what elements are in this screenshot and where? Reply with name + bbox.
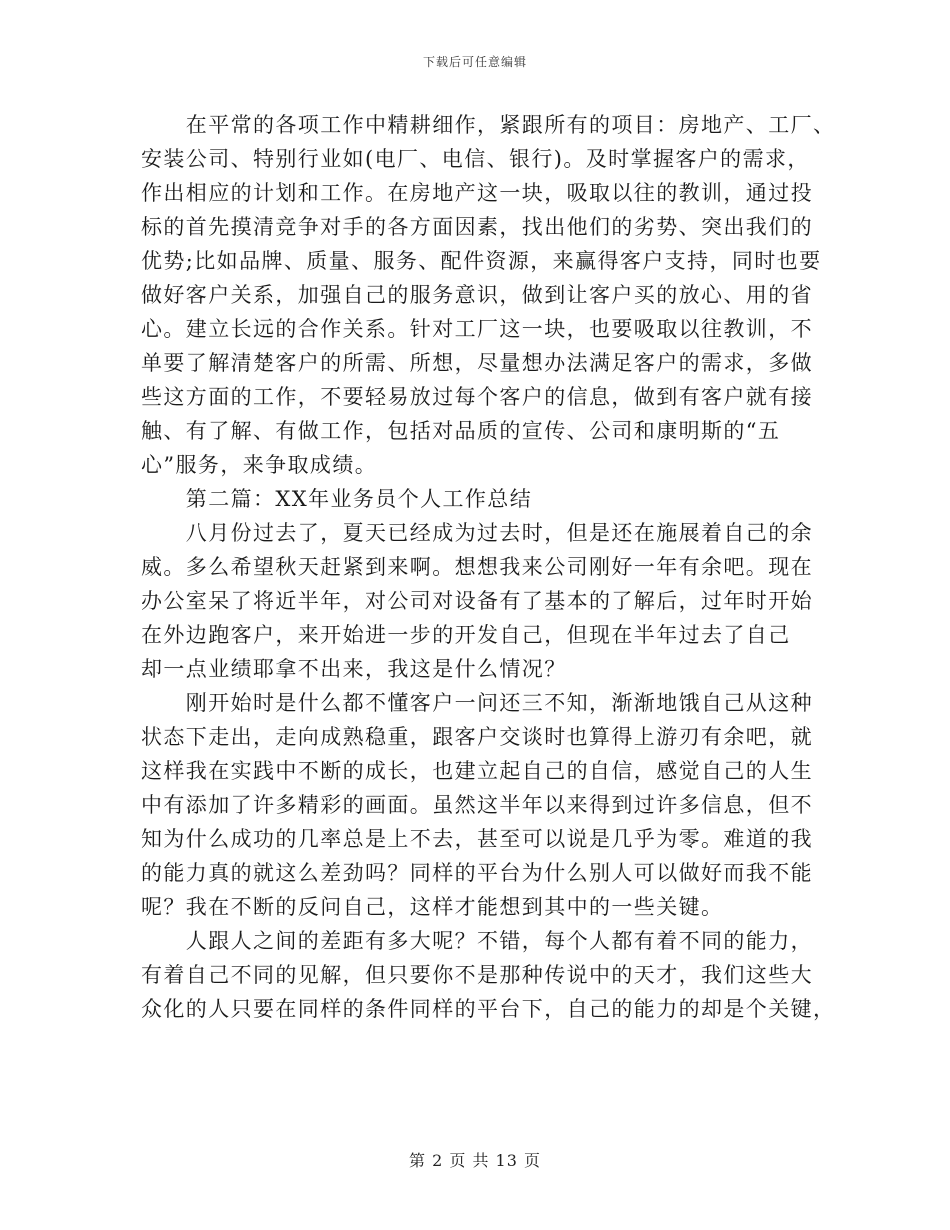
text-line: 做好客户关系，加强自己的服务意识，做到让客户买的放心、用的省 bbox=[141, 283, 813, 307]
page-header: 下载后可任意编辑 bbox=[422, 55, 527, 69]
text-line: 八月份过去了，夏天已经成为过去时，但是还在施展着自己的余 bbox=[141, 521, 813, 545]
text-line: 的能力真的就这么差劲吗？同样的平台为什么别人可以做好而我不能 bbox=[141, 861, 813, 885]
text-line: 却一点业绩耶拿不出来，我这是什么情况？ bbox=[141, 657, 567, 681]
text-line: 人跟人之间的差距有多大呢？不错，每个人都有着不同的能力， bbox=[141, 929, 813, 953]
text-line: 状态下走出，走向成熟稳重，跟客户交谈时也算得上游刃有余吧，就 bbox=[141, 725, 813, 749]
text-line: 心”服务，来争取成绩。 bbox=[141, 453, 378, 477]
text-line: 知为什么成功的几率总是上不去，甚至可以说是几乎为零。难道的我 bbox=[141, 827, 813, 851]
text-line: 些这方面的工作，不要轻易放过每个客户的信息，做到有客户就有接 bbox=[141, 385, 813, 409]
text-line: 中有添加了许多精彩的画面。虽然这半年以来得到过许多信息，但不 bbox=[141, 793, 813, 817]
text-line: 作出相应的计划和工作。在房地产这一块，吸取以往的教训，通过投 bbox=[141, 181, 813, 205]
text-line: 威。多么希望秋天赶紧到来啊。想想我来公司刚好一年有余吧。现在 bbox=[141, 555, 813, 579]
text-line: 有着自己不同的见解，但只要你不是那种传说中的天才，我们这些大 bbox=[141, 963, 813, 987]
text-line: 呢？我在不断的反问自己，这样才能想到其中的一些关键。 bbox=[141, 895, 724, 919]
text-line: 安装公司、特别行业如(电厂、电信、银行)。及时掌握客户的需求， bbox=[141, 147, 810, 171]
text-line: 刚开始时是什么都不懂客户一问还三不知，渐渐地饿自己从这种 bbox=[141, 691, 813, 715]
text-line: 优势;比如品牌、质量、服务、配件资源，来赢得客户支持，同时也要 bbox=[141, 249, 822, 273]
section-heading: 第二篇：XX年业务员个人工作总结 bbox=[141, 487, 533, 511]
text-line: 这样我在实践中不断的成长，也建立起自己的自信，感觉自己的人生 bbox=[141, 759, 813, 783]
page-number: 第 2 页 共 13 页 bbox=[409, 1151, 541, 1170]
text-line: 标的首先摸清竞争对手的各方面因素，找出他们的劣势、突出我们的 bbox=[141, 215, 813, 239]
text-line: 众化的人只要在同样的条件同样的平台下，自己的能力的却是个关键， bbox=[141, 997, 836, 1021]
text-line: 心。建立长远的合作关系。针对工厂这一块，也要吸取以往教训，不 bbox=[141, 317, 813, 341]
text-line: 在平常的各项工作中精耕细作，紧跟所有的项目：房地产、工厂、 bbox=[141, 113, 836, 137]
text-line: 单要了解清楚客户的所需、所想，尽量想办法满足客户的需求，多做 bbox=[141, 351, 813, 375]
text-line: 在外边跑客户，来开始进一步的开发自己，但现在半年过去了自己 bbox=[141, 623, 791, 647]
text-line: 触、有了解、有做工作，包括对品质的宣传、公司和康明斯的“五 bbox=[141, 419, 781, 443]
text-line: 办公室呆了将近半年，对公司对设备有了基本的了解后，过年时开始 bbox=[141, 589, 813, 613]
document-body bbox=[141, 108, 836, 1026]
